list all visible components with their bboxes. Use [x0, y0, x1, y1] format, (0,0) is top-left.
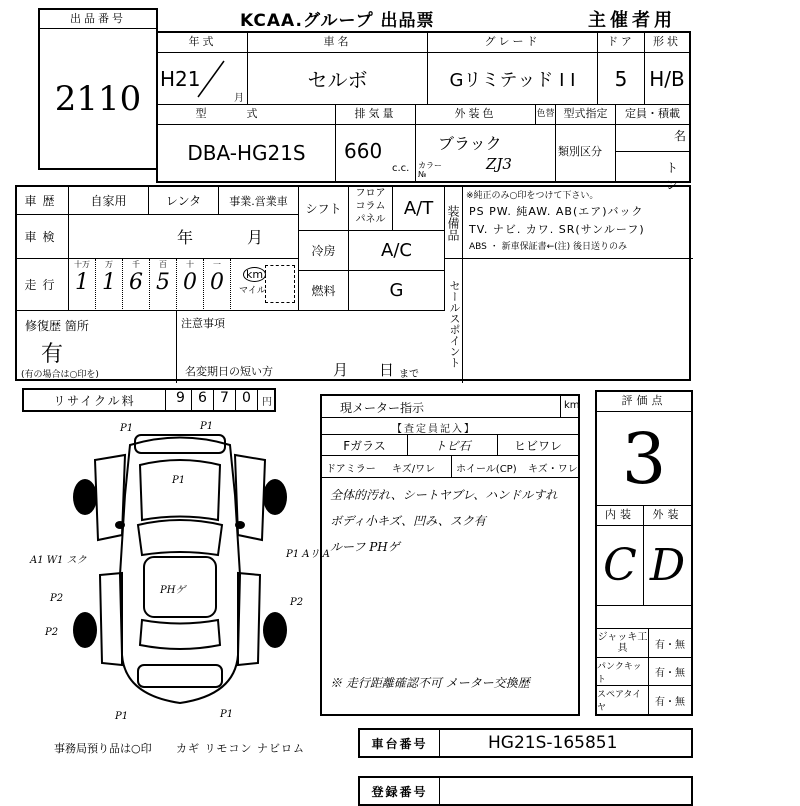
- exterior-color-value: ブラック: [438, 134, 502, 153]
- diagram-mark-6: P2: [290, 597, 304, 608]
- glass-label: Fガラス: [322, 434, 408, 456]
- mirror-label: ドアミラー: [326, 464, 376, 475]
- vehicle-info-table: [156, 31, 691, 192]
- recycle-digit: 6: [192, 390, 214, 410]
- jack-yes-no: 有・無: [649, 628, 691, 658]
- fuel-label: 燃料: [299, 271, 349, 311]
- mile-label: マイル: [239, 286, 266, 296]
- interior-value: C: [597, 526, 644, 606]
- name-change-until: まで: [399, 369, 419, 380]
- equipment-line-1: PS PW. 純AW. AB(エア)バック: [469, 205, 644, 218]
- mileage-digit-column: [123, 259, 150, 309]
- model-value: DBA-HG21S: [158, 125, 336, 181]
- shift-label: シフト: [299, 187, 349, 231]
- mileage-digit-column: [69, 259, 96, 309]
- office-items: カギ リモコン ナビロム: [176, 742, 305, 755]
- color-no-value: ZJ3: [486, 155, 512, 173]
- wheel-cell: [452, 456, 578, 478]
- recycle-digit: 0: [236, 390, 258, 410]
- type-designation-cell: [556, 125, 616, 181]
- equipment-note: ※純正のみ○印をつけて下さい。: [466, 191, 599, 201]
- mileage-digit-column: [150, 259, 177, 309]
- mileage-digit-column: [204, 259, 231, 309]
- mirror-cell: [322, 456, 452, 478]
- mileage-digit-label: 十: [186, 260, 194, 269]
- inspection-note-1: 全体的汚れ、シートヤブレ、ハンドルすれ: [330, 488, 558, 502]
- doors-label: ドア: [598, 33, 645, 53]
- year-value: H21: [160, 67, 201, 91]
- office-note: 事務局預り品は○印: [54, 742, 152, 755]
- notice-cell: [177, 311, 445, 383]
- shift-value: A/T: [393, 187, 445, 231]
- repair-note: (有の場合は○印を): [21, 370, 99, 380]
- diagram-mark-10: P1: [220, 709, 234, 720]
- repair-cell: [17, 311, 177, 383]
- lot-number-value: 2110: [54, 79, 142, 119]
- diagram-mark-5: P1 Aリ A: [286, 549, 330, 560]
- recycle-unit: 円: [262, 397, 272, 408]
- exterior-color-label: 外装色: [416, 105, 536, 125]
- mileage-digit-value: 1: [102, 270, 116, 295]
- mileage-digit-value: 5: [156, 270, 170, 295]
- inspection-year: 年: [177, 228, 194, 247]
- mileage-label: 走行: [17, 259, 69, 311]
- grade-box: [595, 390, 693, 716]
- glass-value: トビ石: [408, 434, 498, 456]
- car-name-value: セルボ: [248, 53, 428, 105]
- meter-unit-divider: [560, 396, 561, 417]
- meter-label: 現メーター指示: [340, 401, 425, 415]
- name-change-label: 名変期日の短い方: [185, 365, 273, 378]
- year-label: 年式: [158, 33, 248, 53]
- inspector-title: 【査定員記入】: [392, 424, 476, 435]
- mileage-digit-column: [96, 259, 123, 309]
- chassis-label: 車台番号: [360, 730, 440, 756]
- mileage-digit-label: 一: [213, 260, 221, 269]
- inspection-month: 月: [247, 228, 264, 247]
- shape-label: 形状: [645, 33, 689, 53]
- equipment-line-2: TV. ナビ. カワ. SR(サンルーフ): [469, 223, 645, 236]
- diagram-mark-4: A1 W1 スク: [30, 555, 87, 566]
- crack-label: ヒビワレ: [498, 434, 578, 456]
- usage-private: 自家用: [69, 187, 149, 215]
- name-change-day: 日: [379, 361, 395, 379]
- score-value: 3: [597, 412, 691, 506]
- puncture-label: パンクキット: [597, 658, 649, 686]
- diagram-mark-9: P1: [115, 711, 129, 722]
- recycle-digit: 9: [170, 390, 192, 410]
- inspection-note-2: ボディ小キズ、凹み、スク有: [330, 514, 486, 528]
- capacity-cell: [616, 125, 689, 192]
- shift-option-floor: フロア: [355, 188, 386, 199]
- mileage-unit-box: [265, 265, 295, 303]
- inspection-notes-footer: ※ 走行距離確認不可 メーター交換歴: [330, 676, 530, 690]
- equipment-line-3: ABS ・ 新車保証書←(注) 後日送りのみ: [469, 242, 628, 252]
- car-diagram: [30, 421, 330, 722]
- mileage-digit-column: [177, 259, 204, 309]
- usage-label: 車歴: [17, 187, 69, 215]
- shift-options: [349, 187, 393, 231]
- spare-label: スペアタイヤ: [597, 686, 649, 714]
- chassis-value: HG21S-165851: [488, 733, 618, 753]
- diagram-mark-7: P2: [45, 627, 59, 638]
- registration-box: [358, 776, 693, 806]
- capacity-label: 定員・積載: [616, 105, 689, 125]
- mileage-digit-label: 百: [159, 260, 167, 269]
- spare-yes-no: 有・無: [655, 696, 685, 708]
- puncture-yes-no: 有・無: [649, 658, 691, 686]
- history-table: [15, 185, 691, 381]
- diagram-mark-11: PHゲ: [160, 585, 186, 596]
- score-label: 評価点: [597, 392, 691, 412]
- mileage-cell: [69, 259, 299, 311]
- diagram-mark-1: P1: [120, 423, 134, 434]
- cc-unit: c.c.: [392, 163, 410, 174]
- chassis-box: [358, 728, 693, 758]
- type-designation-label: 型式指定: [556, 105, 616, 125]
- sales-point-label: セールスポイント: [445, 259, 463, 383]
- doors-value: 5: [598, 53, 645, 105]
- form-title: KCAA.グループ 出品票: [240, 11, 435, 31]
- shape-value: H/B: [645, 53, 689, 105]
- grade-label: グレード: [428, 33, 598, 53]
- ac-label: 冷房: [299, 231, 349, 271]
- interior-label: 内装: [597, 506, 644, 526]
- exterior-grade-value: D: [644, 526, 691, 606]
- inspection-label: 車検: [17, 215, 69, 259]
- diagram-mark-3: P1: [172, 475, 186, 486]
- month-label: 月: [234, 93, 244, 104]
- name-change-month: 月: [333, 361, 349, 379]
- diagram-mark-8: P2: [50, 593, 64, 604]
- inspection-box: [320, 394, 580, 716]
- displacement-value: 660: [344, 139, 383, 163]
- wheel-label: ホイール(CP): [456, 464, 517, 475]
- mileage-digit-label: 十万: [74, 260, 90, 269]
- class-label: 類別区分: [558, 145, 602, 158]
- model-label: 型式: [158, 105, 336, 125]
- lot-number-label: 出品番号: [40, 10, 156, 29]
- usage-rental: レンタ: [149, 187, 219, 215]
- mileage-digit-value: 0: [210, 270, 224, 295]
- color-swap-label: 色替: [536, 105, 556, 125]
- exterior-color-cell: [416, 125, 556, 181]
- capacity-ton-unit: トン: [666, 161, 679, 192]
- notice-label: 注意事項: [181, 317, 225, 330]
- fuel-value: G: [349, 271, 445, 311]
- equipment-label: 装備品: [445, 187, 463, 259]
- mileage-digit-value: 1: [75, 270, 89, 295]
- year-cell: [158, 53, 248, 105]
- recycle-digit: 7: [214, 390, 236, 410]
- mileage-digit-value: 0: [183, 270, 197, 295]
- repair-value: 有: [41, 342, 64, 367]
- recycle-row: [22, 388, 276, 412]
- displacement-cell: [336, 125, 416, 181]
- grade-value: Gリミテッド I I: [428, 53, 598, 105]
- mileage-digit-label: 千: [132, 260, 140, 269]
- repair-label: 修復歴 箇所: [25, 319, 89, 333]
- diagram-mark-2: P1: [200, 421, 214, 432]
- displacement-label: 排気量: [336, 105, 416, 125]
- year-slash: [188, 59, 228, 99]
- mirror-value: キズ/ワレ: [392, 464, 436, 475]
- jack-label: ジャッキ工具: [597, 628, 649, 658]
- capacity-person-unit: 名: [674, 129, 687, 143]
- car-name-label: 車名: [248, 33, 428, 53]
- usage-commercial: 事業.営業車: [219, 187, 299, 215]
- capacity-divider: [616, 151, 689, 152]
- meter-row: [322, 396, 578, 418]
- ac-value: A/C: [349, 231, 445, 271]
- exterior-grade-label: 外装: [644, 506, 691, 526]
- km-label: km: [243, 267, 266, 282]
- recycle-label: リサイクル料: [24, 390, 166, 410]
- color-no-label: カラー№: [418, 161, 442, 179]
- inspection-note-3: ルーフ PHゲ: [330, 540, 400, 554]
- inspection-cell: [69, 215, 299, 259]
- equipment-cell: [463, 187, 693, 259]
- lot-number-box: [38, 8, 158, 170]
- mileage-digit-label: 万: [105, 260, 113, 269]
- wheel-value: キズ・ワレ: [528, 464, 578, 475]
- mileage-digit-value: 6: [129, 270, 143, 295]
- shift-option-panel: パネル: [355, 214, 386, 225]
- organizer-label: 主催者用: [588, 10, 676, 31]
- shift-option-column: コラム: [355, 201, 386, 212]
- meter-unit: km: [564, 400, 580, 411]
- registration-label: 登録番号: [360, 778, 440, 804]
